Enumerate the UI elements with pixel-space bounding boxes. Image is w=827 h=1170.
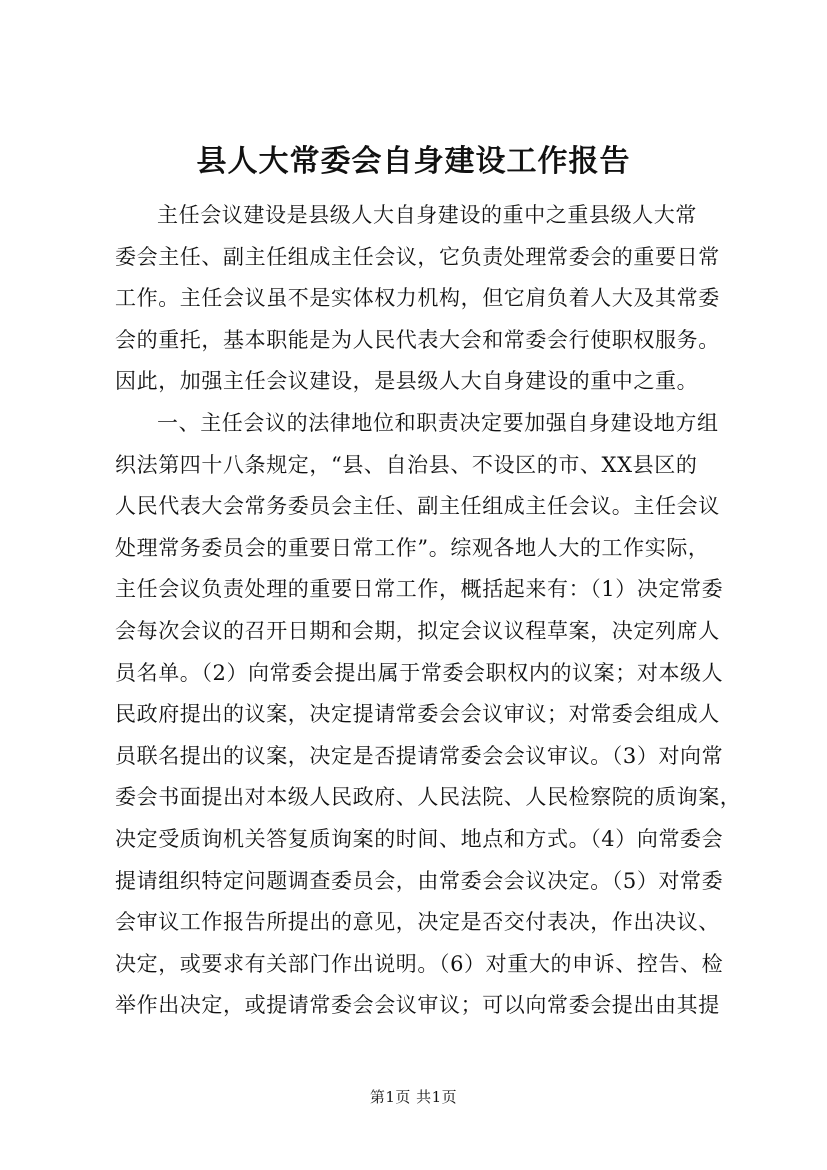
paragraph-line: 员名单。（2）向常委会提出属于常委会职权内的议案；对本级人	[115, 660, 724, 685]
paragraph-line: 会的重托，基本职能是为人民代表大会和常委会行使职权服务。	[115, 327, 720, 352]
document-body	[115, 195, 742, 1027]
paragraph-line: 人民代表大会常务委员会主任、副主任组成主任会议。主任会议	[115, 494, 720, 519]
paragraph-line: 员联名提出的议案，决定是否提请常委会会议审议。（3）对向常	[115, 743, 724, 768]
paragraph-line: 决定受质询机关答复质询案的时间、地点和方式。（4）向常委会	[115, 826, 724, 851]
paragraph-line: 主任会议建设是县级人大自身建设的重中之重县级人大常	[157, 203, 697, 227]
page-number-footer: 第1页 共1页	[369, 1088, 458, 1106]
paragraph-line: 一、主任会议的法律地位和职责决定要加强自身建设地方组	[157, 410, 719, 435]
paragraph-line: 工作。主任会议虽不是实体权力机构，但它肩负着人大及其常委	[115, 286, 720, 311]
document-title: 县人大常委会自身建设工作报告	[196, 144, 631, 179]
paragraph-line: 处理常务委员会的重要日常工作”。综观各地人大的工作实际，	[115, 535, 710, 560]
paragraph-line: 委会书面提出对本级人民政府、人民法院、人民检察院的质询案，	[115, 785, 742, 810]
paragraph-line: 会每次会议的召开日期和会期，拟定会议议程草案，决定列席人	[115, 618, 720, 643]
paragraph-line: 民政府提出的议案，决定提请常委会会议审议；对常委会组成人	[115, 702, 720, 727]
paragraph-line: 提请组织特定问题调查委员会，由常委会会议决定。（5）对常委	[115, 868, 724, 893]
paragraph-line: 会审议工作报告所提出的意见，决定是否交付表决，作出决议、	[115, 910, 720, 935]
paragraph-line: 决定，或要求有关部门作出说明。（6）对重大的申诉、控告、检	[115, 951, 724, 976]
paragraph-line: 主任会议负责处理的重要日常工作，概括起来有：（1）决定常委	[115, 577, 724, 602]
paragraph-line: 织法第四十八条规定，“县、自治县、不设区的市、XX县区的	[115, 452, 698, 477]
paragraph-line: 委会主任、副主任组成主任会议，它负责处理常委会的重要日常	[115, 244, 720, 269]
paragraph-line: 因此，加强主任会议建设，是县级人大自身建设的重中之重。	[115, 369, 699, 394]
paragraph-line: 举作出决定，或提请常委会会议审议；可以向常委会提出由其提	[115, 993, 720, 1018]
